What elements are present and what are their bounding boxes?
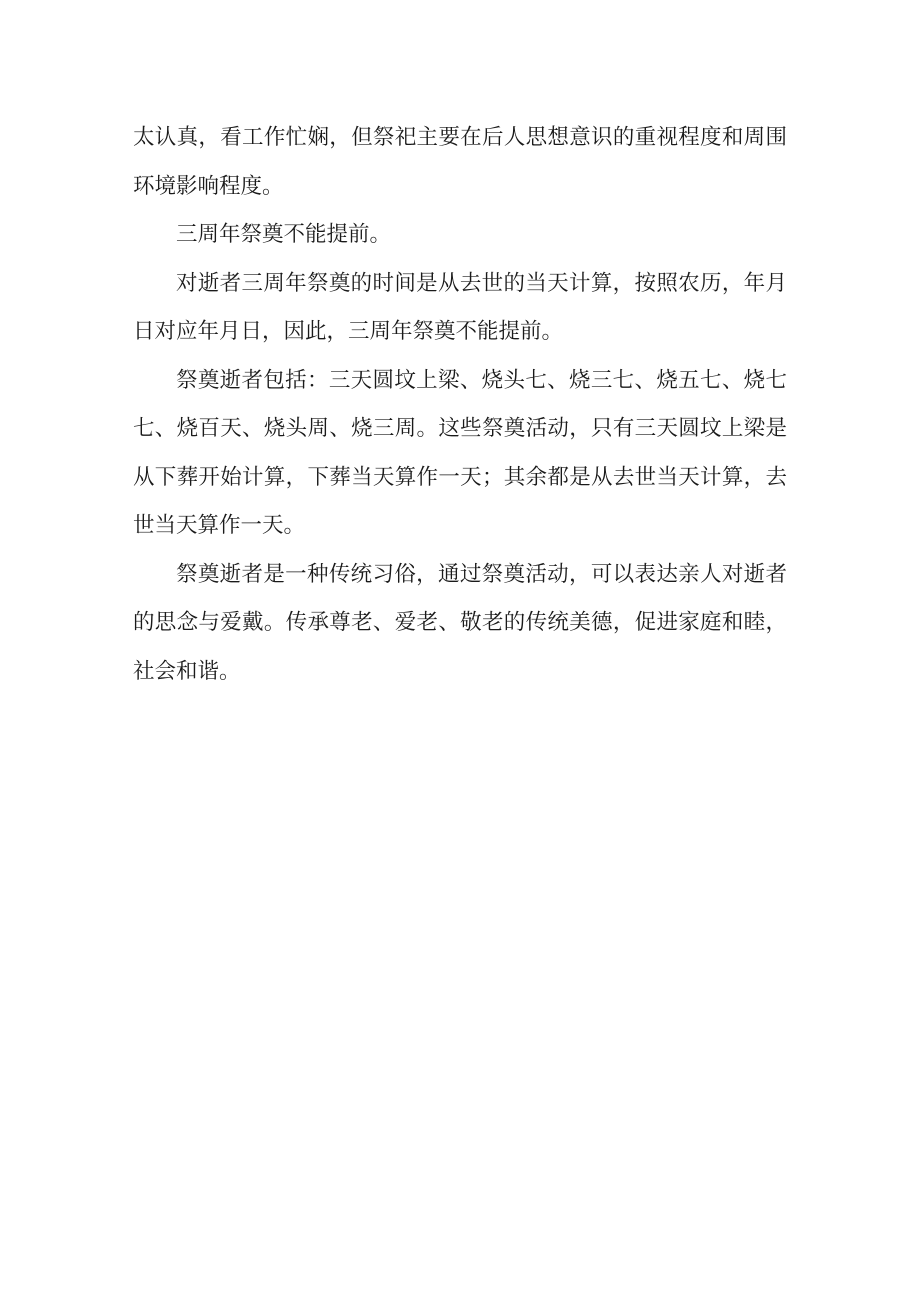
paragraph-ceremony-list: 祭奠逝者包括：三天圆坟上梁、烧头七、烧三七、烧五七、烧七七、烧百天、烧头周、烧三周。这些祭奠活动，只有三天圆坟上梁是从下葬开始计算，下葬当天算作一天；其余都是从去世当天计算，去世当天算作一天。 xyxy=(133,367,787,538)
paragraph-continued: 太认真，看工作忙娴，但祭祀主要在后人思想意识的重视程度和周围环境影响程度。 xyxy=(133,125,787,199)
paragraph-heading-statement: 三周年祭奠不能提前。 xyxy=(176,222,392,247)
paragraph-tradition-meaning: 祭奠逝者是一种传统习俗，通过祭奠活动，可以表达亲人对逝者的思念与爱戴。传承尊老、爱老、敬老的传统美德，促进家庭和睦，社会和谐。 xyxy=(133,561,787,684)
document-body xyxy=(133,114,787,696)
paragraph-timing-explanation: 对逝者三周年祭奠的时间是从去世的当天计算，按照农历，年月日对应年月日，因此，三周年祭奠不能提前。 xyxy=(133,270,787,344)
